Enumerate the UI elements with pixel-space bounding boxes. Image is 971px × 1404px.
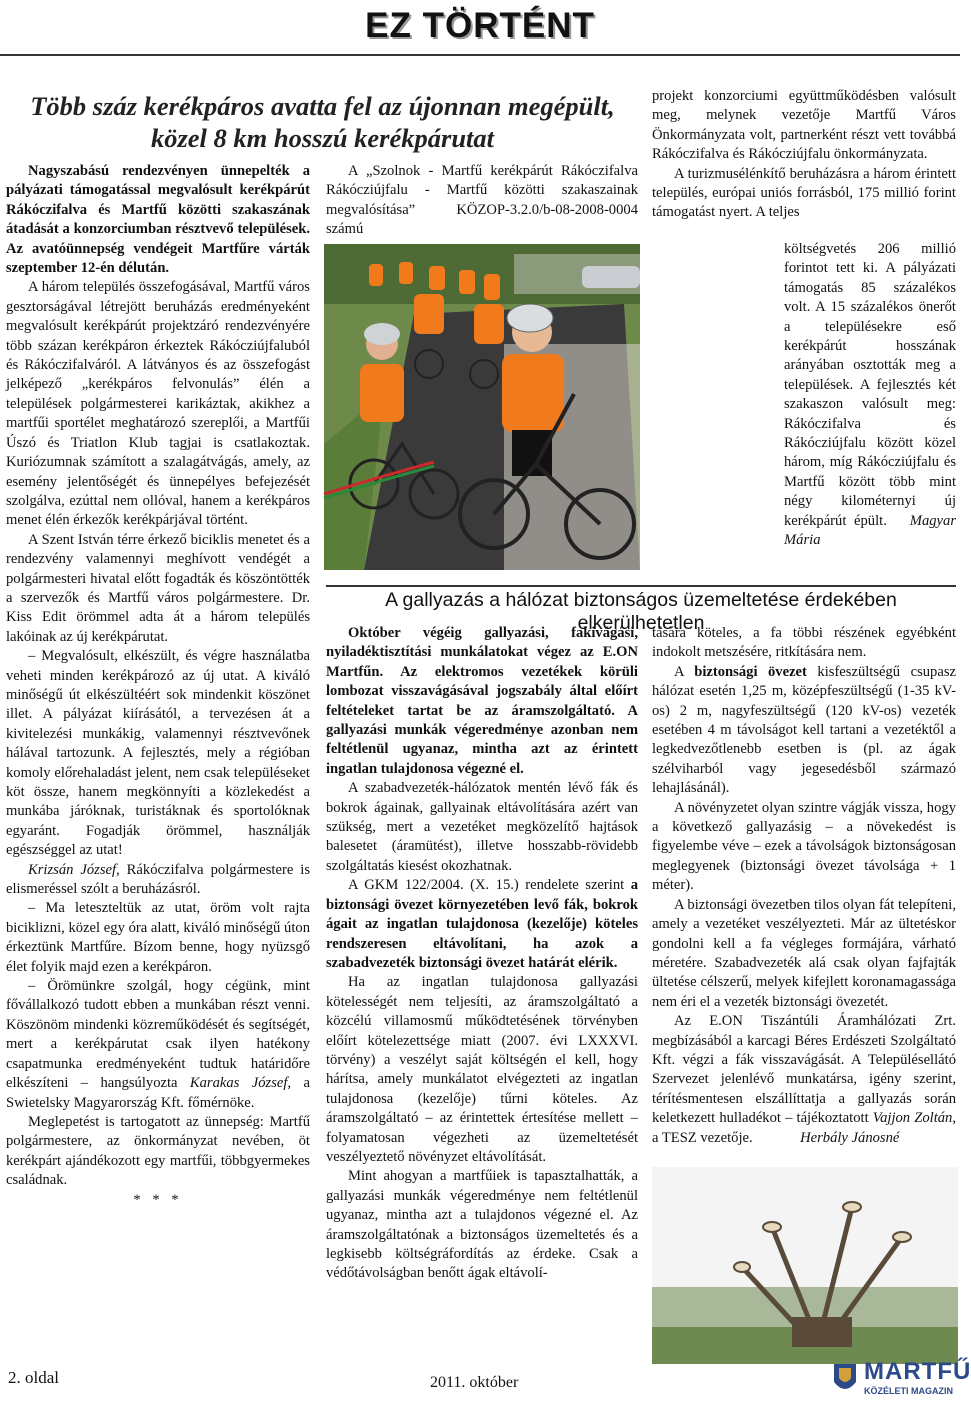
page-number: 2. oldal — [8, 1368, 59, 1387]
separator: * * * — [133, 1191, 183, 1208]
article1-paragraph — [6, 861, 310, 900]
article1-paragraph: projekt konzorciumi együttműködésben valósult meg, melynek vezetője Martfű Város Önkormányzata volt, partnerként részt vett továbbá Rákóczifalva és Rákócziújfalu önkormányzata. — [652, 88, 956, 163]
article1-paragraph: A turizmusélénkítő beruházásra a három érintett település, európai uniós forrásból, 175 millió forint támogatást nyert. A teljes — [652, 165, 956, 221]
article1-headline — [10, 90, 635, 154]
article2-paragraph: A növényzetet olyan szintre vágják vissza, hogy a következő gallyazásig – a növekedést is figyelembe véve – ezek a távolságok biztonságosan meglegyenek (biztonsági övezet távolsága + 1 méter). — [652, 799, 956, 894]
bold-text: a biztonsági övezet környezetében levő fák, bokrok ágait az ingatlan tulajdonosa (kezelője) köteles rendszeresen eltávolítani, ha azok a szabadvezeték biztonsági övezet határát elérik. — [326, 877, 638, 971]
article2-paragraph: tására köteles, a fa többi részének egyébként indokolt metszésére, ritkítására nem. — [652, 625, 956, 661]
article2-paragraph — [326, 876, 638, 973]
magazine-logo — [830, 1358, 971, 1402]
paragraph-text: , a TESZ vezetője. — [652, 1110, 957, 1146]
bold-text: biztonsági övezet — [694, 663, 807, 680]
title-rule — [0, 54, 960, 56]
article2-headline: A gallyazás a hálózat biztonságos üzemeltetése érdekében elkerülhetetlen — [385, 589, 897, 634]
paragraph-text: Az E.ON Tiszántúli Áramhálózati Zrt. megbízásából a karcagi Béres Erdészeti Szolgáltató Kft. végzi a fák visszavágását. A Településellátó Szervezet jelenlévő munkatársa, igény szerint, térítésmentesen elszállíttatja a gallyazás során keletkezett hulladékot – tájékoztatott — [652, 1013, 956, 1127]
logo-name: MARTFŰ — [864, 1358, 971, 1385]
headline-line-2: közel 8 km hosszú kerékpárutat — [150, 123, 495, 153]
article2-paragraph — [652, 663, 956, 799]
paragraph-text: kisfeszültségű csupasz hálózat esetén 1,25 m, középfeszültségű (1-35 kV-os) 2 m, nagyfeszültségű (120 kV-os) vezeték esetében 4 m távolságot kell tartani a vezetéktől a legkedvezőtlenebb esetben is (pl. az ágak szélviharból vagy jegesedésből származó lehajlásánál). — [652, 663, 956, 797]
article1-column-2 — [326, 162, 638, 240]
article1-column-3 — [652, 87, 956, 223]
cyclists-illustration — [324, 244, 640, 570]
logo-subtitle: KÖZÉLETI MAGAZIN — [864, 1386, 953, 1396]
headline-line-1: Több száz kerékpáros avatta fel az újonnan megépült, — [30, 91, 615, 121]
article1-paragraph: – Ma leteszteltük az utat, öröm volt rajta biciklizni, közel egy óra alatt, kiváló minőségű úton érkeztünk Martfűre. Bízom benne, hogy nyüzsgő élet folyik majd ezen a kerékpáron. — [6, 900, 310, 975]
paragraph-text: költségvetés 206 millió forintot tett ki. A pályázati támogatás 85 százalékos volt. A 15 százalékos önerőt a településekre eső kerékpárút hosszának arányában osztották meg a települések. A fejlesztés két szakaszon valósult meg: Rákóczifalva és Rákócziújfalu között közel három, míg Rákócziújfalu és Martfű között több mint négy kilométernyi új kerékpárút épült. — [784, 241, 956, 529]
article1-paragraph: – Megvalósult, elkészült, és végre használatba veheti minden kerékpározó az új utat. A kiváló minőségű út elkészültéért sok mindenkit köszönet illet. A pályázat kiírásától, a tervezésen át a kivitelezési munkákig, valamennyi résztvevőnek hálával tartozunk. A fejlesztés, mely a régióban komoly előrehaladást jelent, nem csak településeket köt össze, hanem megkönnyíti a közlekedést a munkába járóknak, turistáknak és sportolóknak egyaránt. Fogadják örömmel, használják egészséggel az utat! — [6, 648, 310, 859]
article2-paragraph: A biztonsági övezetben tilos olyan fát telepíteni, amely a vezetéket veszélyezteti. Már az ültetéskor gondolni kell a fa végleges formájára, várható méretére. Szabadvezeték alá csak olyan fajfajták ültetése célszerű, melyek kifejlett koronamagassága nem éri el a vezeték biztonsági övezetét. — [652, 896, 956, 1010]
article2-column-1 — [326, 624, 638, 1284]
article1-column-1 — [6, 162, 310, 1210]
article2-column-2 — [652, 624, 956, 1148]
article1-paragraph: A három település összefogásával, Martfű város gesztorságával létrejött beruházás eredményeként megvalósult kerékpárút projektzáró rendezvényére több százan kerékpáron érkeztek Rákócziújfaluból és Rákóczifalváról. A látványos és az összefogást jelképező „kerékpáros felvonulás” élén a települések polgármesterei karikáztak, akikhez a martfűi sportélet meghatározó szereplői, a Martfűi Úszó és Triatlon Klub tagjai is csatlakoztak. Kuriózumnak számított a szalagátvágás, amely, az esemény jelentőségét és ünnepélyes befejezését szolgálva, ezúttal nem ollóval, hanem a kerékpáros menet élén érkezők kerékpárjával történt. — [6, 279, 310, 529]
article1-paragraph: A Szent István térre érkező biciklis menetet és a rendezvény valamennyi meghívott vendégét a polgármesteri hivatal előtt fogadták és köszöntötték a szervezők és Martfű város polgármestere. Dr. Kiss Edit örömmel adta át a három település lakóinak az új kerékpárutat. — [6, 531, 310, 645]
paragraph-text: A GKM 122/2004. (X. 15.) rendelete szerint — [348, 877, 631, 894]
article1-lead: Nagyszabású rendezvényen ünnepelték a pályázati támogatással megvalósult kerékpárút Rákóczifalva és Martfű közötti szakaszának átadását a konzorciumban résztvevő települések. Az avatóünnepség vendégeit Martfűre várták szeptember 12-én délután. — [6, 163, 310, 277]
article1-paragraph — [784, 240, 956, 551]
article1-paragraph: A „Szolnok - Martfű kerékpárút Rákóczifalva Rákócziújfalu - Martfű közötti szakaszainak megvalósítása” KÖZOP-3.2.0/b-08-2008-0004 számú — [326, 163, 638, 238]
article2-paragraph: Ha az ingatlan tulajdonosa gallyazási kötelességét nem teljesíti, az áramszolgáltató a közcélú villamosmű működtetésének törvényben előírt kötelezettsége miatt (2007. évi LXXXVI. törvény) a veszélyt saját költségén el kell, hogy hárítsa, amely munkálatot elvégezteti az ingatlan tulajdonosa (kezelője) tűrni köteles. Az áramszolgáltató – az érintettek értesítése mellett – folyamatosan végezheti az üzemeltetését veszélyeztető növényzet eltávolítását. — [326, 974, 638, 1165]
article2-lead: Október végéig gallyazási, fakivágási, nyiladéktisztítási munkálatokat végez az E.ON Martfűn. Az elektromos vezetékek körüli lombozat visszavágásával jogszabály által előírt feltételeket tartat be az áramszolgáltató. A gallyazási munkák végeredménye azonban nem feltétlenül ugyanaz, mintha azt az érintett ingatlan tulajdonosa végezné el. — [326, 625, 638, 777]
paragraph-text: A — [674, 663, 695, 680]
article1-paragraph: Meglepetést is tartogatott az ünnepség: Martfű polgármestere, az önkormányzat nevében, öt kerékpárt ajándékozott egy martfűi, többgyermekes családnak. — [6, 1113, 310, 1189]
tree-stump-photo — [652, 1167, 958, 1364]
tree-stump-illustration — [652, 1167, 958, 1364]
person-name: Krizsán József — [28, 861, 117, 878]
author-signature: Herbály Jánosné — [800, 1129, 900, 1146]
article2-paragraph: A szabadvezeték-hálózatok mentén lévő fák és bokrok ágainak, gallyainak eltávolítására azért van szükség, mert a vezetéket megközelítő hajtások balesetet (áramütést), illetve hosszabb-rövidebb szolgáltatás kiesést okozhatnak. — [326, 780, 638, 874]
person-name: Vajjon Zoltán — [872, 1110, 953, 1127]
paragraph-text: , Rákóczifalva polgármestere is elismeréssel szólt a beruházásról. — [6, 861, 311, 898]
cyclists-photo — [324, 244, 640, 570]
article1-column-3-continued — [784, 240, 956, 551]
paragraph-text: a Swietelsky Magyarország Kft. főmérnöke. — [6, 1075, 310, 1111]
issue-date: 2011. október — [430, 1374, 519, 1391]
paragraph-text: – Örömünkre szolgál, hogy cégünk, mint fővállalkozó tudott ebben a munkában részt venni. Köszönöm mindenki közreműködését és segítségét, mert a kerékpárutat csak ilyen hatékony csapatmunka eredményeként tudtuk határidőre elkészíteni – hangsúlyozta — [6, 978, 310, 1092]
article1-paragraph — [6, 977, 310, 1113]
section-title: EZ TÖRTÉNT — [365, 6, 595, 45]
author-signature: Magyar Mária — [784, 512, 957, 549]
person-name: Karakas József, — [189, 1075, 292, 1092]
article2-paragraph — [652, 1012, 956, 1148]
article2-paragraph: Mint ahogyan a martfűiek is tapasztalhatták, a gallyazási munkák végeredménye nem feltétlenül ugyanaz, mintha azt a tulajdonos végezné el. Az áramszolgáltatónak a biztonságos üzemeltetés és a legkisebb költségráfordítás az érdeke. Csak a védőtávolságban benőtt ágak eltávolí- — [326, 1168, 638, 1282]
